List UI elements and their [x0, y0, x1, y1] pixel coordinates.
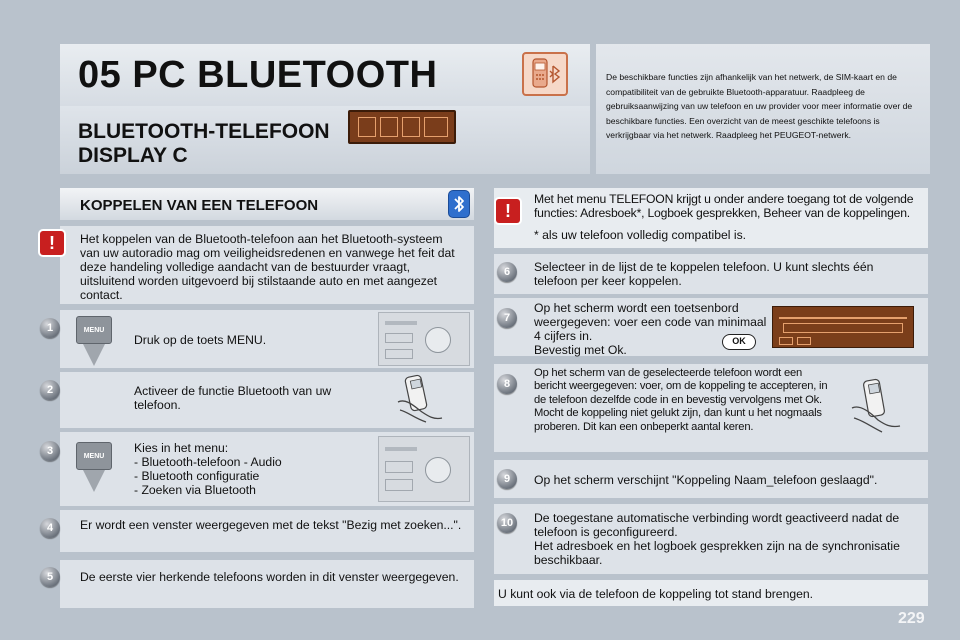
radio-knob	[425, 327, 451, 353]
display-segment	[358, 117, 376, 137]
menu-key-icon: MENU	[76, 442, 112, 470]
menu-key-icon: MENU	[76, 316, 112, 344]
step-1-text: Druk op de toets MENU.	[134, 333, 267, 347]
step-4-number: 4	[40, 518, 60, 538]
step-7-line-2: Bevestig met Ok.	[534, 343, 627, 357]
step-3-line-4: - Zoeken via Bluetooth	[134, 483, 256, 497]
radio-knob	[425, 457, 451, 483]
display-segment	[424, 117, 448, 137]
step-8-line-2: Mocht de koppeling niet gelukt zijn, dan kunt u het nogmaals proberen. Dit kan een onbeperkt aantal keren.	[534, 407, 822, 433]
section-title: KOPPELEN VAN EEN TELEFOON	[80, 197, 319, 214]
warning-icon: !	[40, 231, 64, 255]
step-3-text	[134, 441, 374, 497]
step-3-line-3: - Bluetooth configuratie	[134, 469, 260, 483]
step-2-text: Activeer de functie Bluetooth van uw telefoon.	[134, 384, 332, 412]
note-text: Met het menu TELEFOON krijgt u onder andere toegang tot de volgende functies: Adresboek*, Logboek gesprekken, Beheer van de koppelingen.	[534, 192, 914, 220]
page-subtitle	[78, 120, 330, 168]
radio-panel-icon	[378, 436, 470, 502]
step-5-text: De eerste vier herkende telefoons worden in dit venster weergegeven.	[80, 570, 459, 584]
step-1-number: 1	[40, 318, 60, 338]
step-7-line-1: Op het scherm wordt een toetsenbord weergegeven: voer een code van minimaal 4 cijfers in.	[534, 301, 767, 343]
step-10-line-1: De toegestane automatische verbinding wordt geactiveerd nadat de telefoon is geconfigureerd.	[534, 511, 900, 539]
keypad-screen-icon	[772, 306, 914, 348]
step-9-text: Op het scherm verschijnt "Koppeling Naam_telefoon geslaagd".	[534, 473, 878, 487]
note-footnote: * als uw telefoon volledig compatibel is.	[534, 228, 747, 242]
step-8-text	[534, 367, 828, 434]
bluetooth-icon	[448, 190, 470, 218]
hand-phone-icon	[846, 374, 908, 440]
warning-text: Het koppelen van de Bluetooth-telefoon aan het Bluetooth-systeem van uw autoradio mag om veiligheidsredenen en vanwege het feit dat deze handeling volledige aandacht van de bestuurder vraagt, uitsluitend worden uitgevoerd bij stilstaande auto en met aangezet contact.	[80, 232, 455, 302]
step-4-text: Er wordt een venster weergegeven met de tekst "Bezig met zoeken...".	[80, 518, 462, 532]
step-8-number: 8	[497, 374, 517, 394]
step-2-number: 2	[40, 380, 60, 400]
step-6-text: Selecteer in de lijst de te koppelen telefoon. U kunt slechts één telefoon per keer koppelen.	[534, 260, 874, 288]
step-10-text	[534, 511, 920, 567]
step-5-number: 5	[40, 567, 60, 587]
press-arrow-icon	[83, 344, 105, 366]
step-6-number: 6	[497, 262, 517, 282]
step-9-number: 9	[497, 469, 517, 489]
subtitle-line-1: BLUETOOTH-TELEFOON	[78, 120, 330, 143]
step-3-line-2: - Bluetooth-telefoon - Audio	[134, 455, 282, 469]
step-10-line-2: Het adresboek en het logboek gesprekken zijn na de synchronisatie beschikbaar.	[534, 539, 900, 567]
display-segment	[402, 117, 420, 137]
radio-panel-icon	[378, 312, 470, 366]
footer-text: U kunt ook via de telefoon de koppeling tot stand brengen.	[498, 587, 814, 601]
page-number: 229	[898, 610, 925, 627]
step-10-number: 10	[497, 513, 517, 533]
press-arrow-icon	[83, 470, 105, 492]
step-8-line-1: Op het scherm van de geselecteerde telefoon wordt een bericht weergegeven: voer, om de koppeling te accepteren, in de telefoon dezelfde code in en bevestig vervolgens met Ok.	[534, 367, 828, 406]
step-5-panel	[60, 560, 474, 608]
page-title: 05 PC BLUETOOTH	[78, 54, 438, 96]
ok-button[interactable]: OK	[722, 334, 756, 350]
phone-bluetooth-icon	[522, 52, 568, 96]
warning-icon: !	[496, 199, 520, 223]
step-7-number: 7	[497, 308, 517, 328]
step-3-line-1: Kies in het menu:	[134, 441, 229, 455]
intro-text: De beschikbare functies zijn afhankelijk van het netwerk, de SIM-kaart en de compatibiliteit van de gebruikte Bluetooth-apparatuur. Raadpleeg de gebruiksaanwijzing van uw telefoon en uw provider voor meer informatie over de beschikbare functies. Een overzicht van de meest geschikte telefoons is verkrijgbaar via het netwerk. Raadpleeg het PEUGEOT-netwerk.	[606, 72, 913, 140]
display-segment	[380, 117, 398, 137]
display-c-icon	[348, 110, 456, 144]
subtitle-line-2: DISPLAY C	[78, 144, 188, 167]
step-3-number: 3	[40, 441, 60, 461]
hand-phone-icon	[392, 372, 452, 428]
